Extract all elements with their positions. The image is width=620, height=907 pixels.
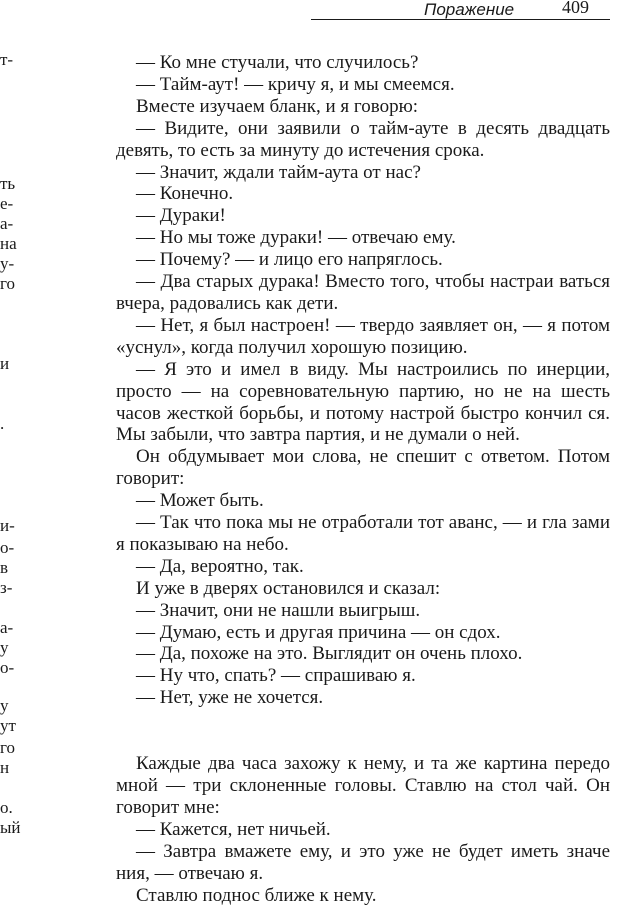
margin-fragment: и: [0, 354, 10, 373]
margin-fragment: н: [0, 758, 10, 777]
paragraph: — Думаю, есть и другая причина — он сдох.: [136, 621, 501, 643]
paragraph: — Может быть.: [136, 490, 264, 512]
margin-fragment: го: [0, 274, 16, 293]
paragraph: — Ну что, спать? — спрашиваю я.: [136, 665, 416, 687]
chapter-title: Поражение: [424, 0, 515, 19]
margin-fragment: и-: [0, 516, 15, 535]
margin-fragment: ый: [0, 818, 21, 837]
paragraph: Ставлю поднос ближе к нему.: [136, 884, 377, 906]
margin-fragment: ть: [0, 174, 16, 193]
paragraph: — Кажется, нет ничьей.: [136, 818, 331, 840]
paragraph: — Но мы тоже дураки! — отвечаю ему.: [136, 227, 456, 249]
margin-fragment: .: [0, 414, 5, 433]
paragraph: — Значит, ждали тайм-аута от нас?: [136, 161, 421, 183]
margin-fragment: а-: [0, 618, 14, 637]
paragraph: — Почему? — и лицо его напряглось.: [136, 249, 443, 271]
margin-fragment: з-: [0, 578, 13, 597]
margin-fragment: ут: [0, 716, 16, 735]
body-text: [116, 52, 610, 907]
header-rule: [311, 19, 610, 20]
paragraph: — Да, похоже на это. Выглядит он очень плохо.: [136, 643, 523, 665]
margin-fragment: го: [0, 738, 16, 757]
paragraph: Каждые два часа захожу к нему, и та же картина передо мной — три склоненные головы. Ставлю на стол чай. Он говорит мне:: [116, 753, 610, 818]
paragraph: И уже в дверях остановился и сказал:: [136, 577, 441, 599]
margin-fragment: а-: [0, 214, 14, 233]
paragraph: — Ко мне стучали, что случилось?: [136, 52, 419, 73]
paragraph: Вместе изучаем бланк, и я говорю:: [136, 95, 419, 117]
paragraph: — Дураки!: [136, 205, 226, 227]
margin-fragment: о.: [0, 798, 13, 817]
paragraph: — Два старых дурака! Вместо того, чтобы настраи ваться вчера, радовались как дети.: [116, 271, 610, 314]
paragraph: — Так что пока мы не отработали тот аванс, — и гла зами я показываю на небо.: [116, 512, 610, 555]
section-break: [116, 709, 610, 753]
paragraph: — Нет, я был настроен! — твердо заявляет он, — я потом «уснул», когда получил хорошую позицию.: [116, 314, 610, 358]
paragraph: Он обдумывает мои слова, не спешит с ответом. Потом говорит:: [116, 446, 610, 490]
paragraph: — Завтра вмажете ему, и это уже не будет иметь значе ния, — отвечаю я.: [116, 840, 610, 884]
margin-fragment: о-: [0, 538, 15, 557]
paragraph: — Тайм-аут! — кричу я, и мы смеемся.: [136, 73, 455, 95]
paragraph: — Нет, уже не хочется.: [136, 687, 324, 709]
margin-fragment: на: [0, 234, 17, 253]
margin-fragment: в: [0, 558, 9, 577]
paragraph: — Да, вероятно, так.: [136, 555, 304, 577]
page-number: 409: [562, 0, 589, 17]
paragraph: — Я это и имел в виду. Мы настроились по инерции, просто — на соревновательную партию, но не на шесть часов жесткой борьбы, и потому настрой быстро кончил ся. Мы забыли, что завтра партия, и не думали о ней.: [116, 358, 610, 446]
margin-fragment: у-: [0, 254, 15, 273]
paragraph: — Значит, они не нашли выигрыш.: [136, 599, 421, 621]
margin-fragment: т-: [0, 50, 14, 69]
paragraph: — Видите, они заявили о тайм-ауте в десять двадцать девять, то есть за минуту до истечения срока.: [116, 117, 610, 161]
paragraph: — Конечно.: [136, 183, 234, 205]
margin-fragment: у: [0, 696, 9, 715]
margin-fragment: о-: [0, 658, 15, 677]
margin-fragment: у: [0, 638, 9, 657]
margin-fragment: е-: [0, 194, 14, 213]
